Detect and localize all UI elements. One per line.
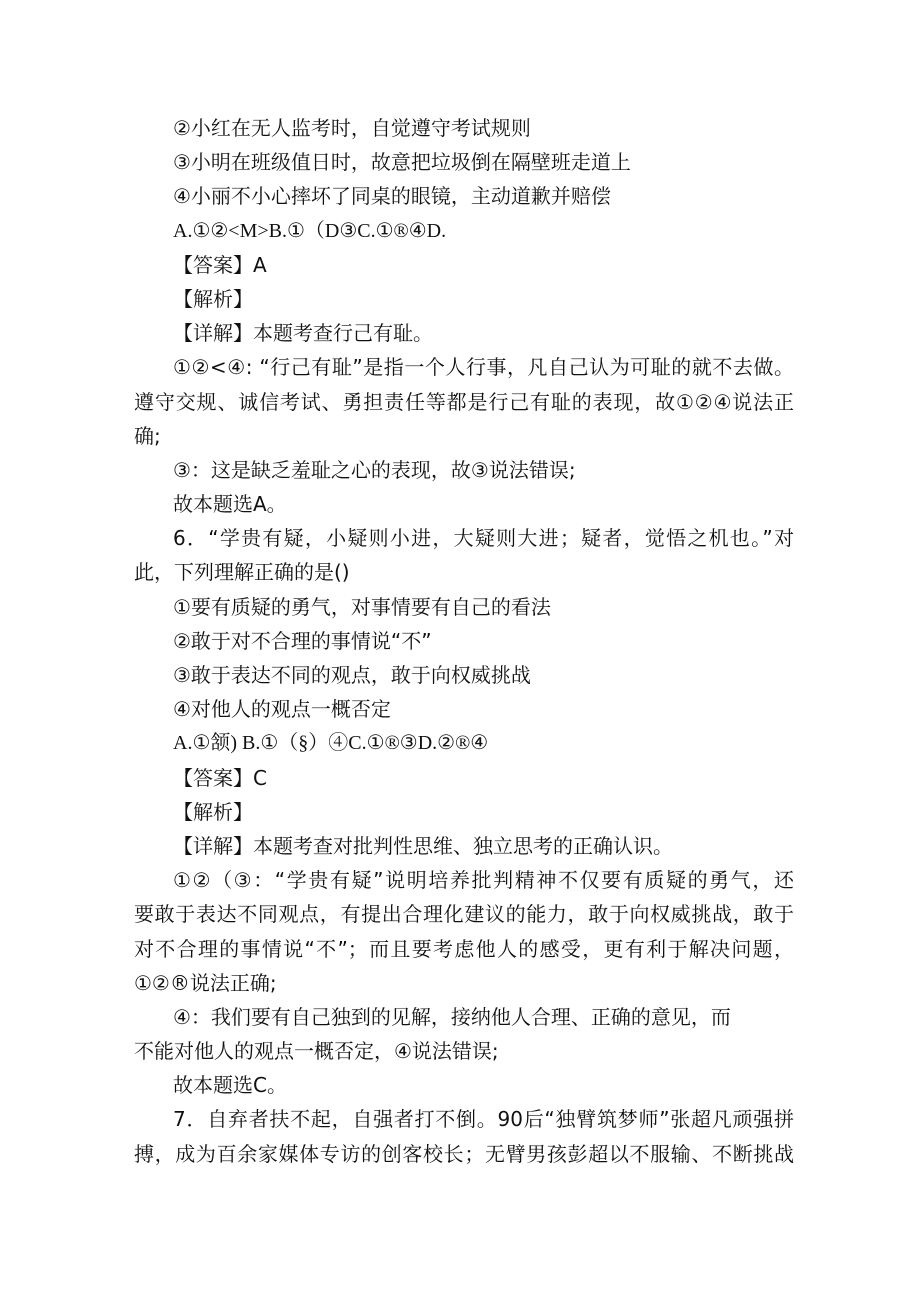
- option-line-6-4: ④对他人的观点一概否定: [173, 697, 391, 722]
- question-6-line: 6．“学贵有疑，小疑则小进，大疑则大进；疑者，觉悟之机也。”对: [173, 526, 794, 551]
- option-line-2: ②小红在无人监考时，自觉遵守考试规则: [173, 116, 531, 140]
- explanation-line: ①②（③：“学贵有疑”说明培养批判精神不仅要有质疑的勇气，还: [173, 868, 794, 893]
- answer-label-6: 【答案】C: [173, 765, 267, 790]
- analysis-label-6: 【解析】: [173, 799, 253, 824]
- explanation-line: 不能对他人的观点一概否定，④说法错误;: [134, 1039, 499, 1064]
- option-line-4: ④小丽不小心摔坏了同桌的眼镜，主动道歉并赔偿: [173, 184, 611, 209]
- document-body: [134, 111, 794, 1171]
- option-line-6-3: ③敢于表达不同的观点，敢于向权威挑战: [173, 663, 531, 687]
- explanation-line: ③：这是缺乏羞耻之心的表现，故③说法错误;: [173, 457, 576, 482]
- conclusion-line-5: 故本题选A。: [173, 492, 287, 517]
- question-7-line: 7．自弃者扶不起，自强者打不倒。90后“独臂筑梦师”张超凡顽强拼: [173, 1107, 794, 1132]
- explanation-line: ④：我们要有自己独到的见解，接纳他人合理、正确的意见，而: [173, 1004, 731, 1029]
- detail-label-6: 【详解】本题考查对批判性思维、独立思考的正确认识。: [173, 833, 673, 858]
- detail-label-5: 【详解】本题考查行己有耻。: [173, 321, 433, 346]
- analysis-label-5: 【解析】: [173, 286, 253, 311]
- option-line-6-2: ②敢于对不合理的事情说“不”: [173, 628, 432, 653]
- question-6-line: 此，下列理解正确的是(): [134, 560, 350, 585]
- explanation-line: 对不合理的事情说“不”；而且要考虑他人的感受，更有利于解决问题，: [134, 936, 794, 961]
- explanation-line: 遵守交规、诚信考试、勇担责任等都是行己有耻的表现，故①②④说法正: [134, 389, 794, 414]
- explanation-line: 要敢于表达不同观点，有提出合理化建议的能力，敢于向权威挑战，敢于: [134, 902, 794, 927]
- question-7-line: 搏，成为百余家媒体专访的创客校长；无臂男孩彭超以不服输、不断挑战: [134, 1141, 794, 1166]
- explanation-line: ①②®说法正确;: [134, 970, 277, 995]
- explanation-line: 确;: [134, 423, 161, 448]
- answer-choices-5: A.①②<M>B.①（D③C.①®④D.: [173, 219, 447, 242]
- explanation-line: ①②<④: “行己有耻”是指一个人行事，凡自己认为可耻的就不去做。: [173, 355, 794, 380]
- answer-label-5: 【答案】A: [173, 252, 267, 277]
- option-line-6-1: ①要有质疑的勇气，对事情要有自己的看法: [173, 594, 551, 619]
- option-line-3: ③小明在班级值日时，故意把垃圾倒在隔壁班走道上: [173, 150, 631, 175]
- conclusion-line-6: 故本题选C。: [173, 1073, 287, 1098]
- answer-choices-6: A.①颔) B.①（§）④C.①®③D.②®④: [173, 732, 489, 755]
